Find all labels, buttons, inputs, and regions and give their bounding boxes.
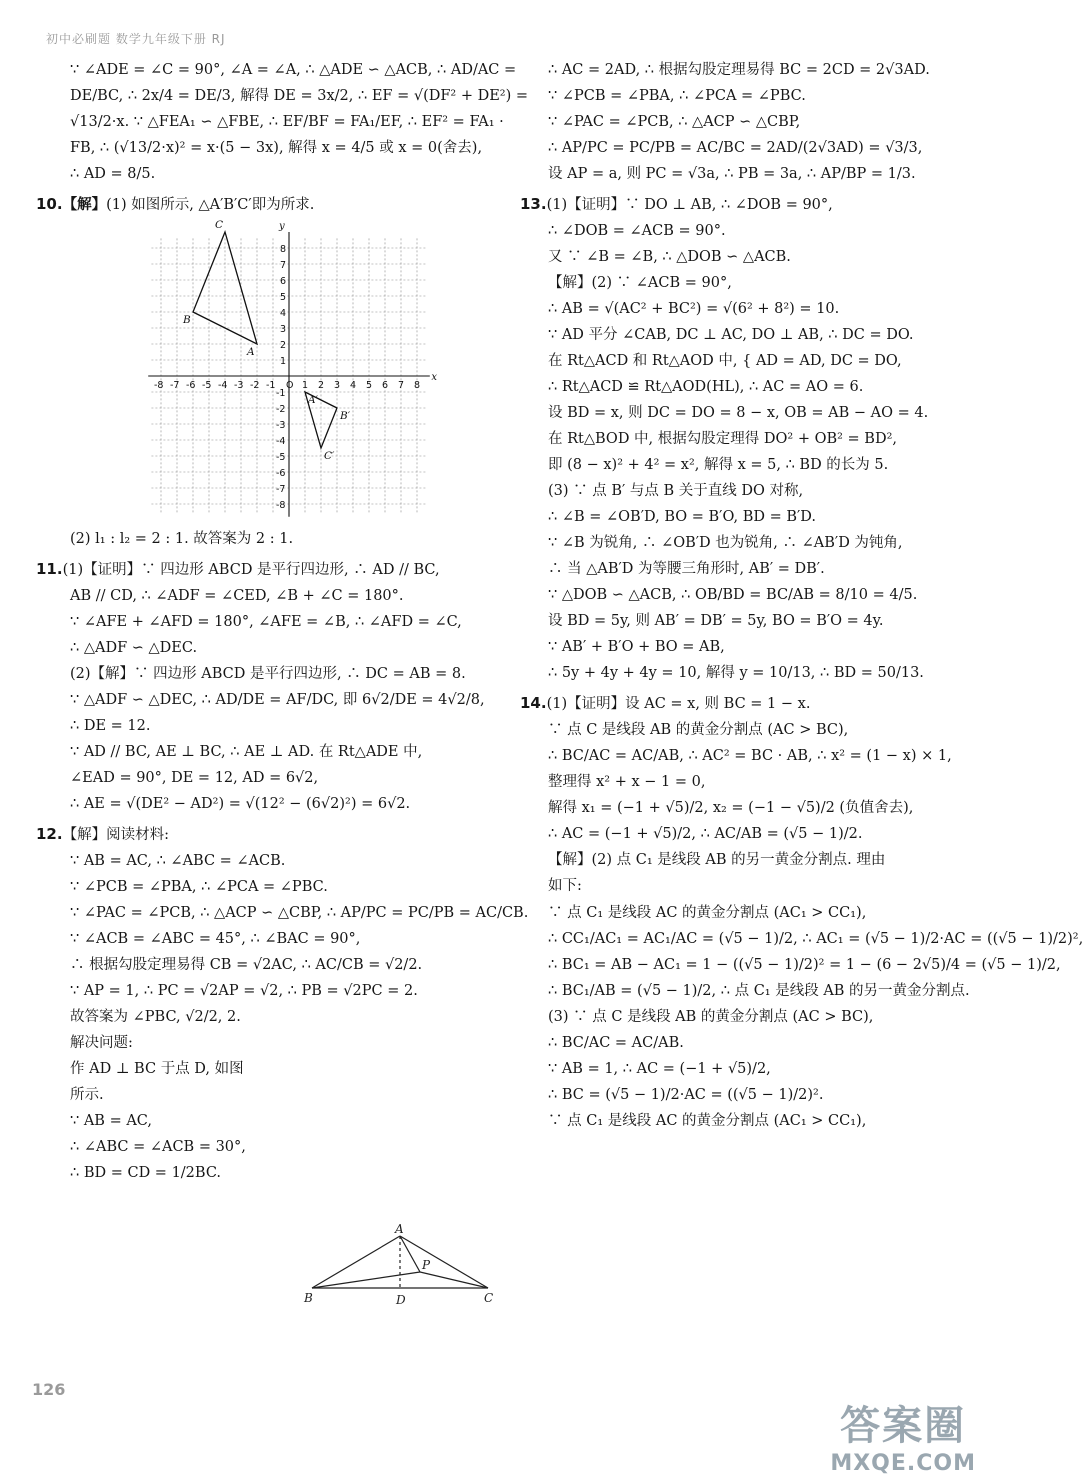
- q13-line: ∴ 当 △AB′D 为等腰三角形时, AB′ = DB′.: [548, 561, 825, 578]
- q14-line: 解得 x₁ = (−1 + √5)/2, x₂ = (−1 − √5)/2 (负值舍去),: [548, 800, 914, 817]
- q14-line: ∵ 点 C 是线段 AB 的黄金分割点 (AC > BC),: [548, 722, 849, 739]
- q11-line: ∠EAD = 90°, DE = 12, AD = 6√2,: [70, 770, 319, 787]
- q14-line: ∵ 点 C₁ 是线段 AC 的黄金分割点 (AC₁ > CC₁),: [548, 1112, 867, 1129]
- x-tick-label: 1: [302, 380, 309, 392]
- q13-line: ∵ △DOB ∽ △ACB, ∴ OB/BD = BC/AB = 8/10 = 4/5.: [548, 587, 918, 604]
- segment-ab: [312, 1236, 400, 1288]
- q13-line: ∵ ∠B 为锐角, ∴ ∠OB′D 也为锐角, ∴ ∠AB′D 为钝角,: [548, 535, 903, 552]
- q13-line: ∴ ∠DOB = ∠ACB = 90°.: [548, 223, 726, 240]
- q11-line: ∵ ∠AFE + ∠AFD = 180°, ∠AFE = ∠B, ∴ ∠AFD = ∠C,: [70, 614, 462, 631]
- q12-cont-line: ∴ AP/PC = PC/PB = AC/BC = 2AD/(2√3AD) = √3/3,: [548, 140, 923, 157]
- vertex-label: A′: [308, 394, 318, 407]
- y-tick-label: -2: [276, 404, 286, 416]
- q13-line: 在 Rt△BOD 中, 根据勾股定理得 DO² + OB² = BD²,: [548, 431, 897, 448]
- q11-number: 11.: [36, 560, 63, 579]
- x-tick-label: 8: [414, 380, 421, 392]
- y-tick-label: -5: [276, 452, 286, 464]
- q14-line: 14.(1)【证明】设 AC = x, 则 BC = 1 − x.: [520, 694, 811, 713]
- x-tick-label: -4: [218, 380, 228, 392]
- q9-line: DE/BC, ∴ 2x/4 = DE/3, 解得 DE = 3x/2, ∴ EF = √(DF² + DE²) =: [70, 88, 529, 105]
- right-column: [520, 60, 1083, 1137]
- q14-line: 如下:: [548, 878, 582, 895]
- q10-heading: [36, 194, 510, 216]
- y-tick-label: 2: [280, 340, 287, 352]
- q13-line: ∵ AB′ + B′O + BO = AB,: [548, 639, 725, 656]
- q12-line: 故答案为 ∠PBC, √2/2, 2.: [70, 1009, 241, 1026]
- q14-line: 【解】(2) 点 C₁ 是线段 AB 的另一黄金分割点. 理由: [548, 852, 886, 869]
- q9-line: √13/2·x. ∵ △FEA₁ ∽ △FBE, ∴ EF/BF = FA₁/EF, ∴ EF² = FA₁ ·: [70, 114, 504, 131]
- q13-line: 设 BD = 5y, 则 AB′ = DB′ = 5y, BO = B′O = 4y.: [548, 613, 884, 630]
- x-tick-label: 3: [334, 380, 341, 392]
- q14-number: 14.: [520, 694, 547, 713]
- q10-line1: (1) 如图所示, △A′B′C′即为所求.: [106, 197, 315, 214]
- vertex-label: C′: [324, 450, 335, 463]
- y-tick-label: 3: [280, 324, 287, 336]
- segment-bp: [312, 1272, 420, 1288]
- label-p: P: [422, 1258, 431, 1272]
- y-tick-label: -6: [276, 468, 286, 480]
- q13-line: 【解】(2) ∵ ∠ACB = 90°,: [548, 275, 732, 292]
- q12-line: ∴ 根据勾股定理易得 CB = √2AC, ∴ AC/CB = √2/2.: [70, 957, 423, 974]
- q13-line: 在 Rt△ACD 和 Rt△AOD 中, { AD = AD, DC = DO,: [548, 353, 902, 370]
- page-header: 初中必刷题 数学九年级下册 RJ: [46, 32, 226, 46]
- q12-cont-line: ∴ AC = 2AD, ∴ 根据勾股定理易得 BC = 2CD = 2√3AD.: [548, 62, 930, 78]
- q11-line: 11.(1)【证明】∵ 四边形 ABCD 是平行四边形, ∴ AD // BC,: [36, 560, 440, 579]
- q11-line: ∵ △ADF ∽ △DEC, ∴ AD/DE = AF/DC, 即 6√2/DE = 4√2/8,: [70, 692, 485, 709]
- q12-cont-line: ∵ ∠PAC = ∠PCB, ∴ △ACP ∽ △CBP,: [548, 114, 801, 131]
- vertex-label: C: [215, 219, 224, 232]
- y-tick-label: 5: [280, 292, 287, 304]
- q14-line: 整理得 x² + x − 1 = 0,: [548, 774, 706, 791]
- q14-line: ∴ AC = (−1 + √5)/2, ∴ AC/AB = (√5 − 1)/2.: [548, 826, 863, 843]
- vertex-label: B: [183, 314, 191, 327]
- x-axis-label: x: [431, 372, 438, 384]
- y-tick-label: -3: [276, 420, 286, 432]
- y-tick-label: 6: [280, 276, 287, 288]
- q11-line: AB // CD, ∴ ∠ADF = ∠CED, ∠B + ∠C = 180°.: [70, 588, 404, 605]
- q13-line: ∴ Rt△ACD ≌ Rt△AOD(HL), ∴ AC = AO = 6.: [548, 379, 864, 396]
- q12-line: 解决问题:: [70, 1035, 133, 1052]
- q13-line: ∵ AD 平分 ∠CAB, DC ⊥ AC, DO ⊥ AB, ∴ DC = DO.: [548, 327, 914, 344]
- q14-line: ∴ BC₁/AB = (√5 − 1)/2, ∴ 点 C₁ 是线段 AB 的另一黄金分割点.: [548, 982, 970, 999]
- x-tick-label: 6: [382, 380, 389, 392]
- q13-line: 又 ∵ ∠B = ∠B, ∴ △DOB ∽ △ACB.: [548, 249, 791, 266]
- q12-line: ∴ BD = CD = 1/2BC.: [70, 1165, 222, 1182]
- x-tick-label: -3: [234, 380, 244, 392]
- segment-ac: [400, 1236, 488, 1288]
- q13-line: ∴ 5y + 4y + 4y = 10, 解得 y = 10/13, ∴ BD = 50/13.: [548, 665, 924, 682]
- watermark-logo: [830, 1394, 976, 1476]
- q14-line: ∴ CC₁/AC₁ = AC₁/AC = (√5 − 1)/2, ∴ AC₁ = (√5 − 1)/2·AC = ((√5 − 1)/2)²,: [548, 930, 1083, 947]
- q9-line: FB, ∴ (√13/2·x)² = x·(5 − 3x), 解得 x = 4/5 或 x = 0(舍去),: [70, 140, 483, 157]
- x-tick-label: 7: [398, 380, 405, 392]
- q14-line: ∴ BC/AC = AC/AB.: [548, 1034, 684, 1051]
- y-tick-label: 8: [280, 244, 287, 256]
- y-tick-label: -7: [276, 484, 286, 496]
- q12-cont-line: ∵ ∠PCB = ∠PBA, ∴ ∠PCA = ∠PBC.: [548, 88, 806, 105]
- q12-line: ∵ AP = 1, ∴ PC = √2AP = √2, ∴ PB = √2PC = 2.: [70, 983, 418, 1000]
- segment-pc: [420, 1272, 488, 1288]
- q12-cont-line: 设 AP = a, 则 PC = √3a, ∴ PB = 3a, ∴ AP/BP = 1/3.: [548, 166, 916, 183]
- q14-line: ∴ BC = (√5 − 1)/2·AC = ((√5 − 1)/2)².: [548, 1086, 824, 1103]
- x-tick-label: -6: [186, 380, 196, 392]
- x-tick-label: O: [286, 380, 294, 392]
- q12-line: 12.【解】阅读材料:: [36, 825, 169, 844]
- q12-line: 作 AD ⊥ BC 于点 D, 如图: [70, 1061, 244, 1078]
- x-tick-label: 2: [318, 380, 325, 392]
- left-column: [36, 60, 529, 1189]
- q11-line: ∵ AD // BC, AE ⊥ BC, ∴ AE ⊥ AD. 在 Rt△ADE 中,: [70, 744, 423, 761]
- q12-line: ∴ ∠ABC = ∠ACB = 30°,: [70, 1139, 246, 1156]
- q12-line: ∵ AB = AC, ∴ ∠ABC = ∠ACB.: [70, 853, 286, 870]
- label-b: B: [304, 1291, 313, 1305]
- vertex-label: A: [247, 346, 255, 359]
- q12-line: ∵ ∠PAC = ∠PCB, ∴ △ACP ∽ △CBP, ∴ AP/PC = PC/PB = AC/CB.: [70, 905, 529, 922]
- q13-line: 即 (8 − x)² + 4² = x², 解得 x = 5, ∴ BD 的长为 5.: [548, 457, 889, 474]
- q10-line2: (2) l₁ : l₂ = 2 : 1. 故答案为 2 : 1.: [70, 531, 294, 548]
- x-tick-label: -7: [170, 380, 180, 392]
- watermark-url: MXQE.COM: [830, 1451, 976, 1476]
- q10-tag: 【解】: [62, 197, 107, 214]
- coordinate-grid-figure: [144, 219, 438, 521]
- q11-line: (2)【解】∵ 四边形 ABCD 是平行四边形, ∴ DC = AB = 8.: [70, 666, 466, 683]
- q12-number: 12.: [36, 825, 63, 844]
- y-tick-label: -8: [276, 500, 286, 512]
- x-tick-label: -1: [266, 380, 276, 392]
- q12-line: 所示.: [70, 1087, 104, 1104]
- watermark-text: 答案圈: [840, 1403, 967, 1449]
- q11-line: ∴ DE = 12.: [70, 718, 151, 735]
- q12-line: ∵ AB = AC,: [70, 1113, 152, 1130]
- triangle-figure: [300, 1224, 500, 1314]
- label-c: C: [484, 1291, 494, 1305]
- q10-number: 10.: [36, 195, 63, 214]
- q11-line: ∴ AE = √(DE² − AD²) = √(12² − (6√2)²) = 6√2.: [70, 796, 411, 813]
- q11-line: ∴ △ADF ∽ △DEC.: [70, 640, 198, 657]
- q14-line: ∵ 点 C₁ 是线段 AC 的黄金分割点 (AC₁ > CC₁),: [548, 904, 867, 921]
- q12-line: ∵ ∠PCB = ∠PBA, ∴ ∠PCA = ∠PBC.: [70, 879, 328, 896]
- coordinate-grid: [144, 219, 438, 521]
- q14-line: ∴ BC/AC = AC/AB, ∴ AC² = BC · AB, ∴ x² = (1 − x) × 1,: [548, 748, 952, 765]
- q13-line: 13.(1)【证明】∵ DO ⊥ AB, ∴ ∠DOB = 90°,: [520, 195, 833, 214]
- x-tick-label: -8: [154, 380, 164, 392]
- x-tick-label: -5: [202, 380, 212, 392]
- y-tick-label: 7: [280, 260, 287, 272]
- y-tick-label: -1: [276, 388, 286, 400]
- q9-line: ∴ AD = 8/5.: [70, 166, 156, 183]
- x-tick-label: -2: [250, 380, 260, 392]
- x-tick-label: 5: [366, 380, 373, 392]
- q14-line: (3) ∵ 点 C 是线段 AB 的黄金分割点 (AC > BC),: [548, 1008, 874, 1025]
- label-a: A: [395, 1222, 404, 1236]
- label-d: D: [396, 1293, 406, 1307]
- q14-line: ∵ AB = 1, ∴ AC = (−1 + √5)/2,: [548, 1060, 771, 1077]
- q13-line: (3) ∵ 点 B′ 与点 B 关于直线 DO 对称,: [548, 483, 804, 500]
- y-axis-label: y: [279, 220, 285, 232]
- q13-line: 设 BD = x, 则 DC = DO = 8 − x, OB = AB − AO = 4.: [548, 405, 929, 422]
- q12-line: ∵ ∠ACB = ∠ABC = 45°, ∴ ∠BAC = 90°,: [70, 931, 361, 948]
- page-number: 126: [32, 1380, 66, 1399]
- q9-line: ∵ ∠ADE = ∠C = 90°, ∠A = ∠A, ∴ △ADE ∽ △ACB, ∴ AD/AC =: [70, 62, 517, 78]
- q13-line: ∴ ∠B = ∠OB′D, BO = B′O, BD = B′D.: [548, 509, 817, 526]
- q14-line: ∴ BC₁ = AB − AC₁ = 1 − ((√5 − 1)/2)² = 1 − (6 − 2√5)/4 = (√5 − 1)/2,: [548, 956, 1061, 973]
- y-tick-label: 4: [280, 308, 287, 320]
- y-tick-label: -4: [276, 436, 286, 448]
- q13-line: ∴ AB = √(AC² + BC²) = √(6² + 8²) = 10.: [548, 301, 840, 318]
- q13-number: 13.: [520, 195, 547, 214]
- x-tick-label: 4: [350, 380, 357, 392]
- vertex-label: B′: [340, 410, 351, 423]
- y-tick-label: 1: [280, 356, 287, 368]
